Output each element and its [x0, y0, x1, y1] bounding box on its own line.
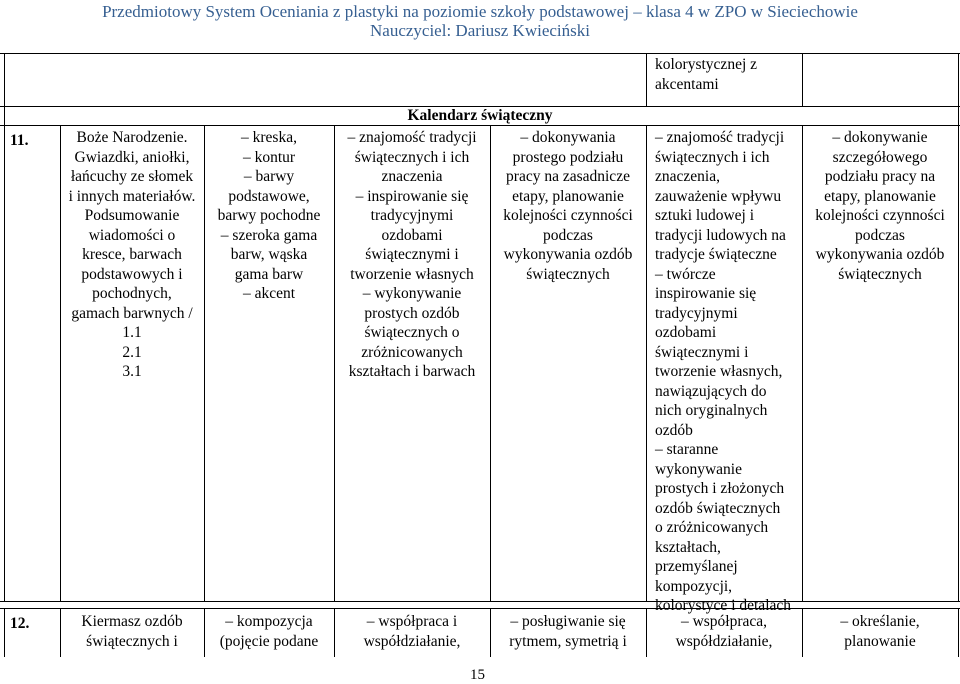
text-line: – inspirowanie się — [355, 187, 469, 205]
row-number: 12. — [10, 615, 30, 632]
column-divider — [958, 125, 959, 601]
text-line: szczegółowego — [832, 148, 928, 166]
text-line: świątecznych o — [364, 324, 460, 341]
text-line: pracy na zasadnicze — [506, 168, 630, 185]
text-line: tradycyjnymi — [370, 207, 454, 224]
document-header-teacher: Nauczyciel: Dariusz Kwieciński — [370, 21, 590, 40]
text-line: zauważenie wpływu — [655, 187, 782, 205]
text-line: – kontur — [242, 148, 296, 166]
text-line: świątecznymi i — [365, 246, 459, 263]
text-line: prostych ozdób — [364, 304, 460, 322]
text-line: etapy, planowanie — [512, 187, 624, 205]
column-divider — [646, 54, 647, 106]
text-line: – dokonywania — [520, 129, 616, 146]
row11-extended-skills — [804, 128, 956, 284]
text-line: planowanie — [844, 632, 916, 650]
text-line: ozdobami — [381, 226, 443, 244]
text-line: Boże Narodzenie. — [76, 129, 188, 146]
text-line: Gwiazdki, aniołki, — [74, 148, 190, 166]
text-line: tradycyjnymi — [655, 304, 738, 322]
column-divider — [958, 54, 959, 106]
text-line: – barwy — [243, 168, 295, 185]
text-line: podstawowych i — [81, 265, 183, 283]
text-line: świątecznych — [838, 265, 922, 283]
row-bottom-border — [0, 601, 960, 602]
text-line: 2.1 — [122, 343, 142, 361]
text-line: – współpraca i — [366, 613, 458, 630]
column-divider — [802, 608, 803, 657]
text-line: kolorystycznej z — [655, 56, 758, 73]
column-divider — [490, 608, 491, 657]
text-line: kolejności czynności — [815, 207, 945, 224]
text-line: etapy, planowanie — [824, 187, 936, 205]
row12-top-border — [0, 608, 960, 609]
text-line: – staranne — [655, 441, 719, 458]
row12-extended-knowledge — [648, 612, 800, 651]
row-number: 11. — [10, 132, 29, 149]
column-divider — [646, 125, 647, 601]
row11-terms — [206, 128, 332, 304]
text-line: sztuki ludowej i — [655, 207, 755, 224]
column-divider — [60, 125, 61, 601]
text-line: ozdób świątecznych — [655, 499, 781, 517]
column-divider — [958, 608, 959, 657]
column-divider — [204, 608, 205, 657]
text-line: – znajomość tradycji — [655, 129, 785, 146]
text-line: 3.1 — [122, 363, 142, 380]
text-line: wykonywania ozdób — [815, 246, 945, 263]
text-line: nawiązujących do — [655, 382, 767, 400]
text-line: – kreska, — [241, 129, 297, 146]
document-header-title: Przedmiotowy System Oceniania z plastyki na poziomie szkoły podstawowej – klasa 4 w ZPO w Sieciechowie — [102, 2, 858, 21]
row12-extended-skills — [804, 612, 956, 651]
text-line: kolejności czynności — [503, 207, 633, 224]
column-divider — [334, 125, 335, 601]
text-line: współdziałanie, — [363, 632, 461, 650]
text-line: łańcuchy ze słomek — [70, 168, 194, 185]
text-line: barwy pochodne — [217, 207, 321, 224]
table-top-border — [0, 53, 960, 54]
top-row-col7-text — [655, 55, 800, 94]
text-line: podstawowe, — [228, 187, 310, 205]
text-line: kresce, barwach — [82, 246, 182, 263]
text-line: – znajomość tradycji — [347, 129, 477, 146]
text-line: kształtach, — [655, 538, 721, 556]
text-line: Podsumowanie — [84, 207, 180, 224]
text-line: kształtach i barwach — [348, 363, 476, 380]
text-line: świątecznych i — [86, 632, 178, 650]
column-divider — [490, 125, 491, 601]
row12-terms — [206, 612, 332, 651]
text-line: – twórcze — [655, 265, 716, 283]
text-line: barw, wąska — [230, 246, 308, 263]
text-line: ozdób — [655, 421, 693, 439]
column-divider — [204, 125, 205, 601]
text-line: o zróżnicowanych — [655, 519, 769, 536]
column-divider — [802, 125, 803, 601]
row12-topic — [62, 612, 202, 651]
text-line: prostego podziału — [512, 148, 624, 166]
text-line: podczas — [855, 226, 905, 244]
text-line: podziału pracy na — [824, 168, 936, 185]
text-line: i innych materiałów. — [68, 187, 196, 205]
text-line: 1.1 — [122, 324, 142, 341]
column-divider — [4, 608, 5, 657]
text-line: zróżnicowanych — [361, 343, 463, 361]
text-line: – akcent — [242, 285, 296, 302]
text-line: – wykonywanie — [362, 285, 462, 302]
column-divider — [646, 608, 647, 657]
text-line: rytmem, symetrią i — [509, 632, 627, 650]
text-line: świątecznych i ich — [655, 148, 770, 166]
text-line: – posługiwanie się — [510, 613, 626, 630]
text-line: (pojęcie podane — [219, 632, 319, 650]
text-line: kolorystyce i detalach — [655, 597, 792, 614]
text-line: akcentami — [655, 75, 719, 93]
text-line: świątecznych — [526, 265, 610, 283]
text-line: – dokonywanie — [832, 129, 928, 146]
text-line: wykonywanie — [655, 460, 742, 478]
text-line: kompozycji, — [655, 577, 733, 595]
text-line: pochodnych, — [92, 285, 172, 302]
text-line: tworzenie własnych — [350, 265, 474, 283]
column-divider — [4, 125, 5, 601]
text-line: prostych i złożonych — [655, 480, 785, 497]
text-line: tradycje świąteczne — [655, 246, 777, 263]
text-line: – szeroka gama — [220, 226, 318, 244]
column-divider — [60, 608, 61, 657]
section-title: Kalendarz świąteczny — [407, 107, 553, 124]
column-divider — [802, 54, 803, 106]
text-line: tradycji ludowych na — [655, 226, 786, 244]
text-line: – kompozycja — [225, 613, 313, 630]
text-line: ozdobami — [655, 324, 717, 341]
text-line: znaczenia — [381, 168, 443, 185]
text-line: znaczenia, — [655, 168, 720, 185]
column-divider — [4, 54, 5, 106]
text-line: świątecznymi i — [655, 343, 749, 361]
text-line: nich oryginalnych — [655, 402, 768, 419]
text-line: gamach barwnych / — [71, 304, 193, 322]
text-line: podczas — [543, 226, 593, 244]
row11-extended-knowledge — [655, 128, 800, 616]
column-divider — [334, 608, 335, 657]
text-line: tworzenie własnych, — [655, 363, 783, 380]
page-number: 15 — [470, 667, 485, 683]
text-line: inspirowanie się — [655, 285, 757, 302]
text-line: – określanie, — [840, 613, 920, 630]
text-line: świątecznych i ich — [354, 148, 470, 166]
row11-topic — [62, 128, 202, 382]
text-line: wykonywania ozdób — [503, 246, 633, 263]
text-line: Kiermasz ozdób — [81, 613, 183, 630]
text-line: – współpraca, — [680, 613, 768, 630]
text-line: gama barw — [234, 265, 304, 283]
text-line: przemyślanej — [655, 558, 738, 575]
text-line: wiadomości o — [88, 226, 176, 244]
text-line: współdziałanie, — [675, 632, 773, 650]
row12-basic-knowledge — [336, 612, 488, 651]
row11-basic-skills — [492, 128, 644, 284]
row12-basic-skills — [492, 612, 644, 651]
row11-basic-knowledge — [336, 128, 488, 382]
